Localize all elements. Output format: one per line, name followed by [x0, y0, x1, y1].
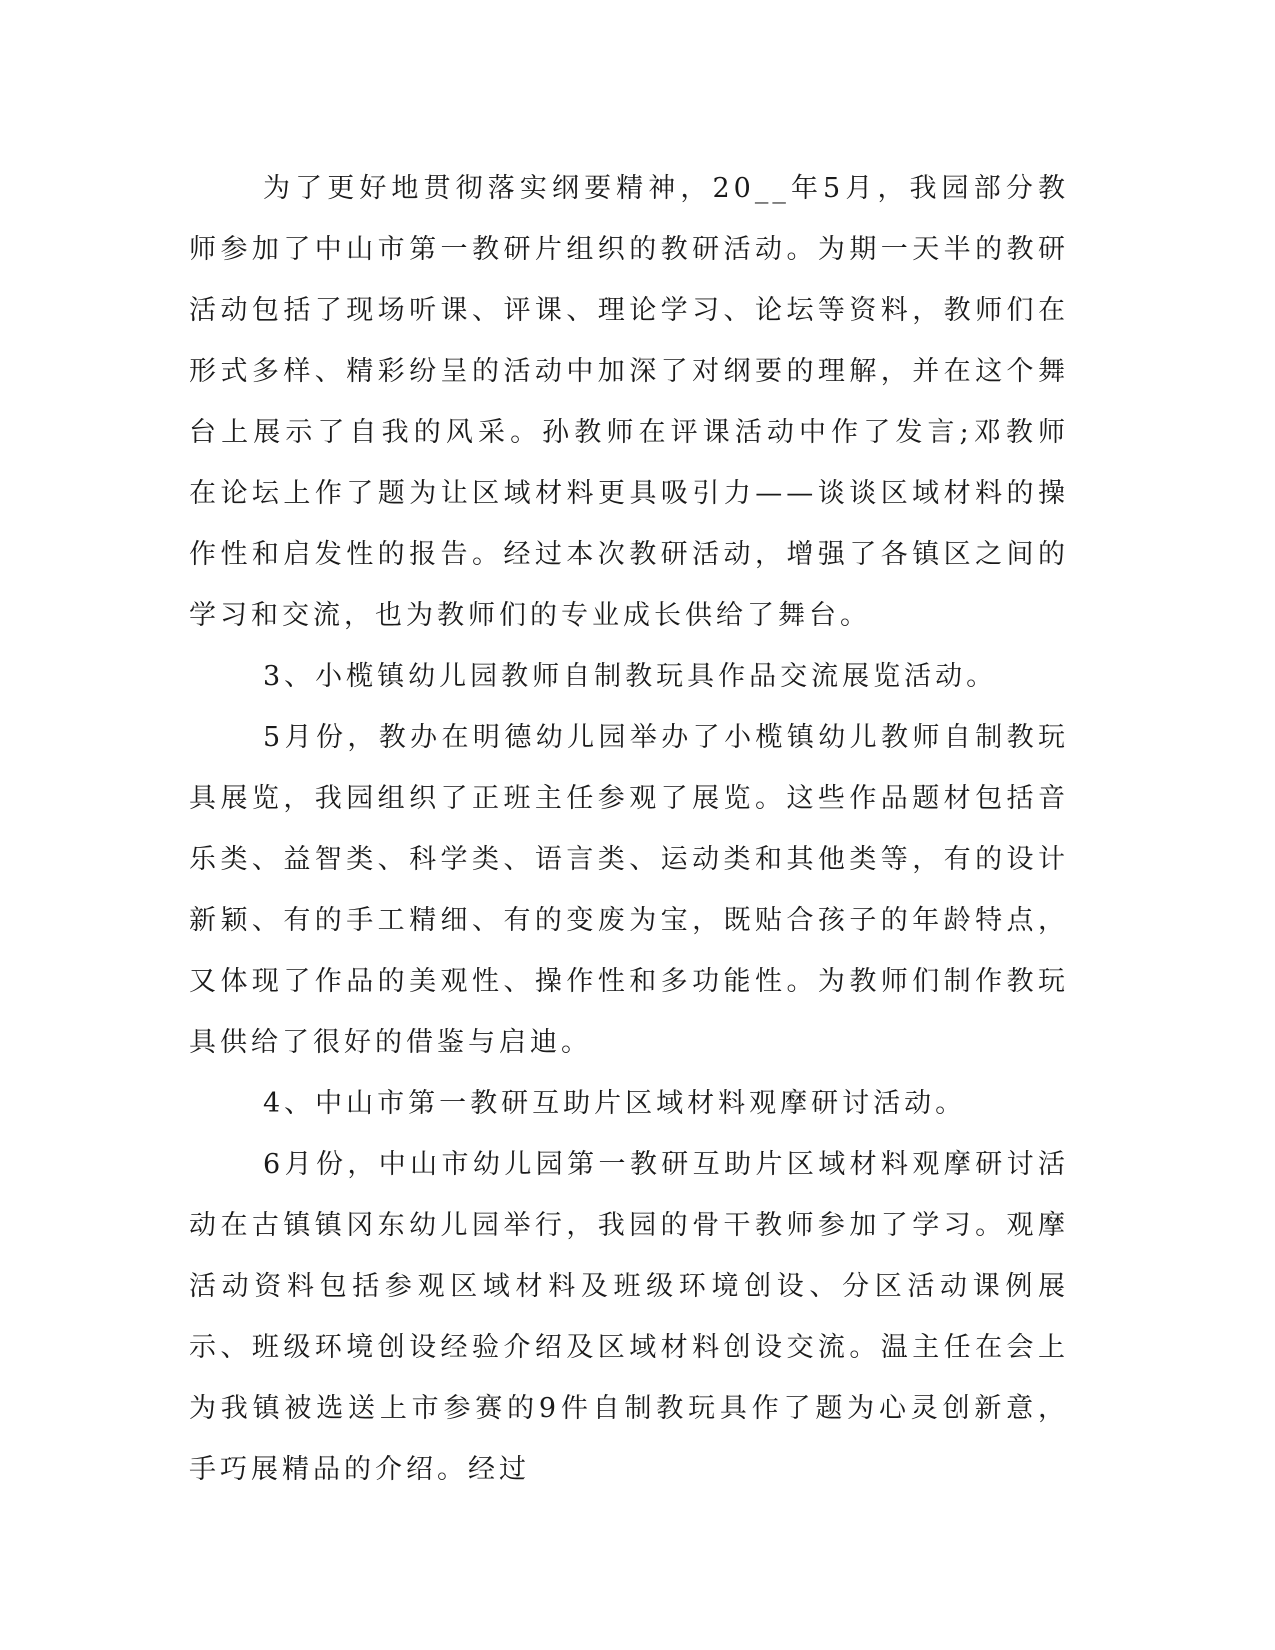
paragraph-toy-exhibition: 5月份，教办在明德幼儿园举办了小榄镇幼儿教师自制教玩具展览，我园组织了正班主任参观了展览。这些作品题材包括音乐类、益智类、科学类、语言类、运动类和其他类等，有的设计新颖、有的手工精细、有的变废为宝，既贴合孩子的年龄特点，又体现了作品的美观性、操作性和多功能性。为教师们制作教玩具供给了很好的借鉴与启迪。 [189, 722, 1069, 1058]
paragraph-teaching-research-activity: 为了更好地贯彻落实纲要精神，20__年5月，我园部分教师参加了中山市第一教研片组织的教研活动。为期一天半的教研活动包括了现场听课、评课、理论学习、论坛等资料，教师们在形式多样、精彩纷呈的活动中加深了对纲要的理解，并在这个舞台上展示了自我的风采。孙教师在评课活动中作了发言;邓教师在论坛上作了题为让区域材料更具吸引力——谈谈区域材料的操作性和启发性的报告。经过本次教研活动，增强了各镇区之间的学习和交流，也为教师们的专业成长供给了舞台。 [189, 173, 1069, 631]
paragraph-area-material-observation: 6月份，中山市幼儿园第一教研互助片区域材料观摩研讨活动在古镇镇冈东幼儿园举行，我园的骨干教师参加了学习。观摩活动资料包括参观区域材料及班级环境创设、分区活动课例展示、班级环境创设经验介绍及区域材料创设交流。温主任在会上为我镇被选送上市参赛的9件自制教玩具作了题为心灵创新意，手巧展精品的介绍。经过 [189, 1149, 1069, 1485]
heading-item-4: 4、中山市第一教研互助片区域材料观摩研讨活动。 [263, 1088, 967, 1119]
body-text [189, 158, 1069, 1500]
heading-item-3: 3、小榄镇幼儿园教师自制教玩具作品交流展览活动。 [263, 661, 998, 692]
